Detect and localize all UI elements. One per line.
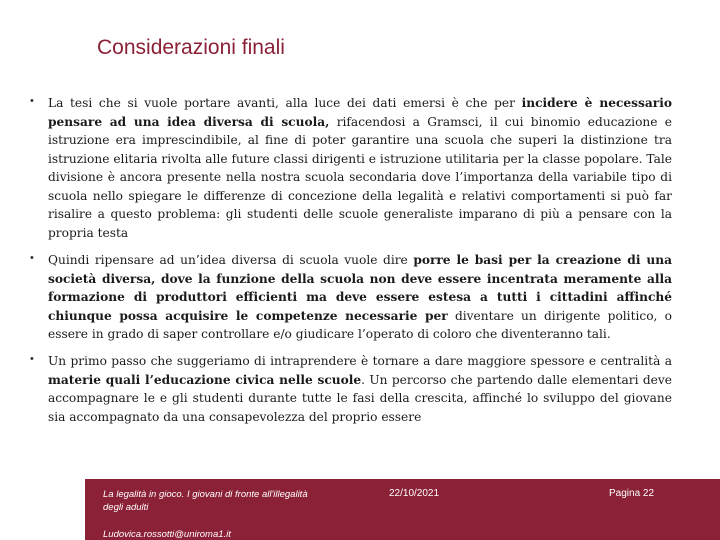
- bullet-text-segment: rifacendosi a Gramsci, il cui binomio educazione e istruzione era imprescindibile, al fine di poter garantire una scuola che superi la distinzione tra istruzione elitaria rivolta alle future classi dirigenti e istruzione utilitaria per la classe popolare. Tale divisione è ancora presente nella nostra scuola secondaria dove l’importanza della variabile tipo di scuola nello spiegare le differenze di concezione della legalità e relativi comportamenti si può far risalire a questo problema: gli studenti delle scuole generaliste imparano di più a pensare con la propria testa: [48, 114, 673, 240]
- bullet-text-segment: . Un percorso che partendo dalle elementari deve accompagnare le e gli studenti durante tutte le fasi della crescita, affinché lo sviluppo del giovane sia accompagnato da una consapevolezza del proprio essere: [48, 372, 672, 424]
- bullet-text-segment: La tesi che si vuole portare avanti, alla luce dei dati emersi è che per: [48, 96, 522, 110]
- bullet-text-segment: diventare un dirigente politico, o essere in grado di saper controllare e/o giudicare l’operato di coloro che diventeranno tali.: [48, 308, 673, 341]
- footer-bar: [85, 479, 720, 540]
- bullet-text-bold: incidere è necessario pensare ad una idea diversa di scuola,: [48, 96, 672, 129]
- bullet-text-segment: Un primo passo che suggeriamo di intraprendere è tornare a dare maggiore spessore e centralità a: [48, 354, 672, 368]
- bullet-icon: •: [30, 252, 34, 264]
- bullet-icon: •: [30, 95, 34, 107]
- bullet-text-segment: Quindi ripensare ad un’idea diversa di scuola vuole dire: [48, 253, 414, 267]
- footer-title: La legalità in gioco. I giovani di fronte all'illegalità degli adulti: [103, 489, 308, 513]
- bullet-text: [48, 352, 672, 426]
- footer-date: 22/10/2021: [389, 488, 440, 499]
- bullet-text-bold: porre le basi per la creazione di una società diversa, dove la funzione della scuola non deve essere incentrata meramente alla formazione di produttori efficienti ma deve essere estesa a tutti i cittadini affinché chiunque possa acquisire le competenze necessarie per: [48, 253, 672, 323]
- bullet-text-bold: materie quali l’educazione civica nelle scuole: [48, 372, 362, 387]
- bullet-text: [48, 94, 672, 242]
- slide-title: Considerazioni finali: [97, 36, 285, 59]
- footer-email: Ludovica.rossotti@uniroma1.it: [103, 529, 231, 540]
- bullet-icon: •: [30, 353, 34, 365]
- bullet-text: [48, 251, 672, 344]
- footer-page-number: Pagina 22: [609, 488, 655, 499]
